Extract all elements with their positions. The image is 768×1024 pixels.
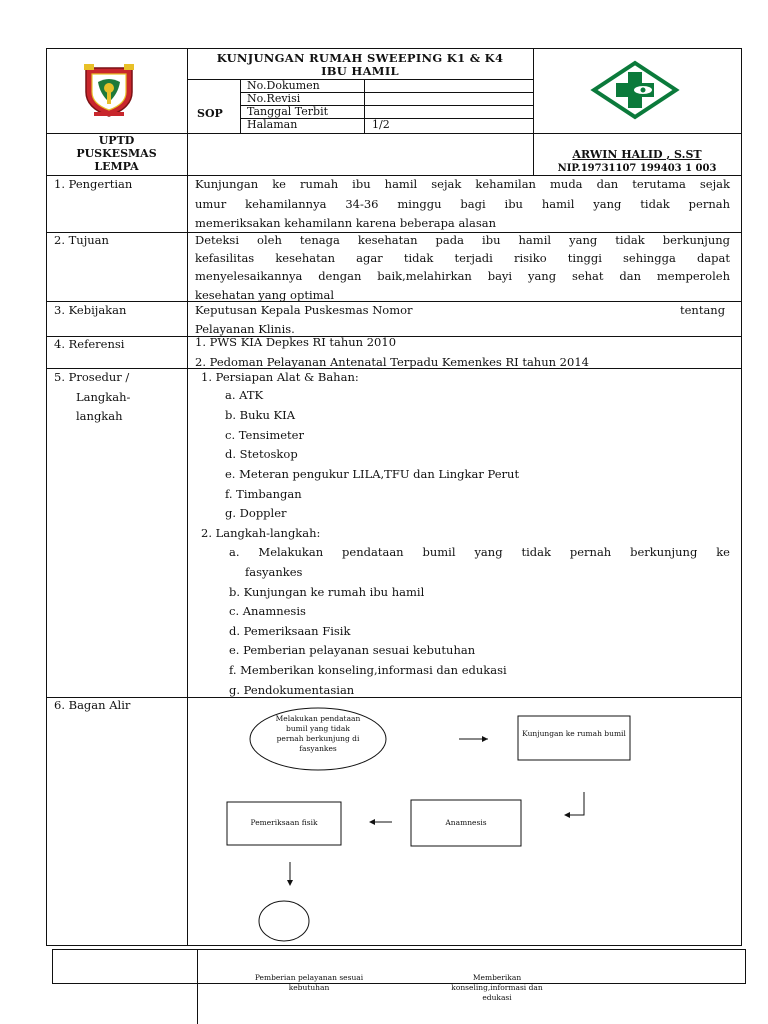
doc-field-label: No.Revisi (247, 92, 301, 105)
section-label-prosedur: 5. Prosedur / (54, 370, 130, 384)
flow-konseling-text: Memberikan konseling,informasi dan edukasi (451, 973, 543, 1002)
signer-name: ARWIN HALID , S.ST (572, 148, 702, 161)
langkah-item: a. Melakukan pendataan bumil yang tidak pernah berkunjung ke (229, 545, 730, 559)
flow-arrowhead (287, 880, 293, 886)
flow-arrowhead (369, 819, 375, 825)
persiapan-title: 1. Persiapan Alat & Bahan: (201, 370, 359, 384)
section-label-tujuan: 2. Tujuan (54, 233, 109, 247)
document-title: KUNJUNGAN RUMAH SWEEPING K1 & K4 (216, 51, 504, 65)
persiapan-item: d. Stetoskop (225, 447, 298, 461)
tujuan-line: menyelesaikannya dengan baik,melahirkan bayi yang sehat dan memperoleh (195, 269, 730, 283)
kebijakan-line: Pelayanan Klinis. (195, 322, 295, 336)
document-title-line2: IBU HAMIL (321, 64, 399, 78)
langkah-title: 2. Langkah-langkah: (201, 526, 321, 540)
sop-label: SOP (197, 107, 223, 120)
langkah-item: fasyankes (245, 565, 303, 579)
pengertian-line: memeriksakan kehamilann karena beberapa alasan (195, 216, 496, 230)
langkah-item: e. Pemberian pelayanan sesuai kebutuhan (229, 643, 476, 657)
flow-arrowhead (482, 736, 488, 742)
org-name: UPTD (98, 134, 135, 147)
tujuan-line: kesehatan yang optimal (195, 288, 335, 302)
section-label-prosedur: langkah (76, 409, 123, 423)
referensi-line: 1. PWS KIA Depkes RI tahun 2010 (195, 335, 397, 349)
referensi-line: 2. Pedoman Pelayanan Antenatal Terpadu Kemenkes RI tahun 2014 (195, 355, 589, 369)
kebijakan-line-right: tentang (680, 303, 726, 317)
flow-end-ellipse (259, 901, 309, 941)
section-label-referensi: 4. Referensi (54, 337, 125, 351)
tujuan-line: Deteksi oleh tenaga kesehatan pada ibu hamil yang tidak berkunjung (195, 233, 730, 247)
persiapan-item: a. ATK (225, 388, 264, 402)
section-label-kebijakan: 3. Kebijakan (54, 303, 127, 317)
section-label-pengertian: 1. Pengertian (54, 177, 133, 191)
flow-pelayanan-text: Pemberian pelayanan sesuai kebutuhan (254, 973, 364, 992)
doc-field-label: No.Dokumen (247, 79, 320, 92)
org-name: LEMPA (94, 160, 139, 173)
flow-anamnesis-text: Anamnesis (445, 818, 487, 827)
doc-field-label: Tanggal Terbit (247, 105, 329, 118)
tujuan-line: kefasilitas kesehatan agar tidak terjadi risiko tinggi sehingga dapat (195, 251, 730, 265)
flow-start-text: Melakukan pendataan bumil yang tidak pernah berkunjung di fasyankes (275, 714, 361, 753)
langkah-item: d. Pemeriksaan Fisik (229, 624, 351, 638)
persiapan-item: f. Timbangan (225, 487, 302, 501)
doc-field-value: 1/2 (372, 118, 390, 131)
langkah-item: f. Memberikan konseling,informasi dan edukasi (229, 663, 507, 677)
flow-pemeriksaan-text: Pemeriksaan fisik (250, 818, 318, 827)
langkah-item: g. Pendokumentasian (229, 683, 355, 697)
flow-arrow-elbow (566, 792, 584, 815)
flow-kunjungan-text: Kunjungan ke rumah bumil (522, 729, 626, 738)
pengertian-line: umur kehamilannya 34-36 minggu bagi ibu hamil yang tidak pernah (195, 197, 730, 211)
flow-arrowhead (564, 812, 570, 818)
kebijakan-line: Keputusan Kepala Puskesmas Nomor (195, 303, 413, 317)
section-label-prosedur: Langkah- (76, 390, 131, 404)
doc-field-label: Halaman (247, 118, 298, 131)
langkah-item: c. Anamnesis (229, 604, 306, 618)
org-name: PUSKESMAS (76, 147, 157, 160)
langkah-item: b. Kunjungan ke rumah ibu hamil (229, 585, 425, 599)
pengertian-line: Kunjungan ke rumah ibu hamil sejak kehamilan muda dan terutama sejak (195, 177, 730, 191)
section-label-bagan-alir: 6. Bagan Alir (54, 698, 131, 712)
persiapan-item: c. Tensimeter (225, 428, 304, 442)
signer-nip: NIP.19731107 199403 1 003 (557, 163, 717, 174)
persiapan-item: e. Meteran pengukur LILA,TFU dan Lingkar Perut (225, 467, 520, 481)
persiapan-item: b. Buku KIA (225, 408, 295, 422)
persiapan-item: g. Doppler (225, 506, 287, 520)
